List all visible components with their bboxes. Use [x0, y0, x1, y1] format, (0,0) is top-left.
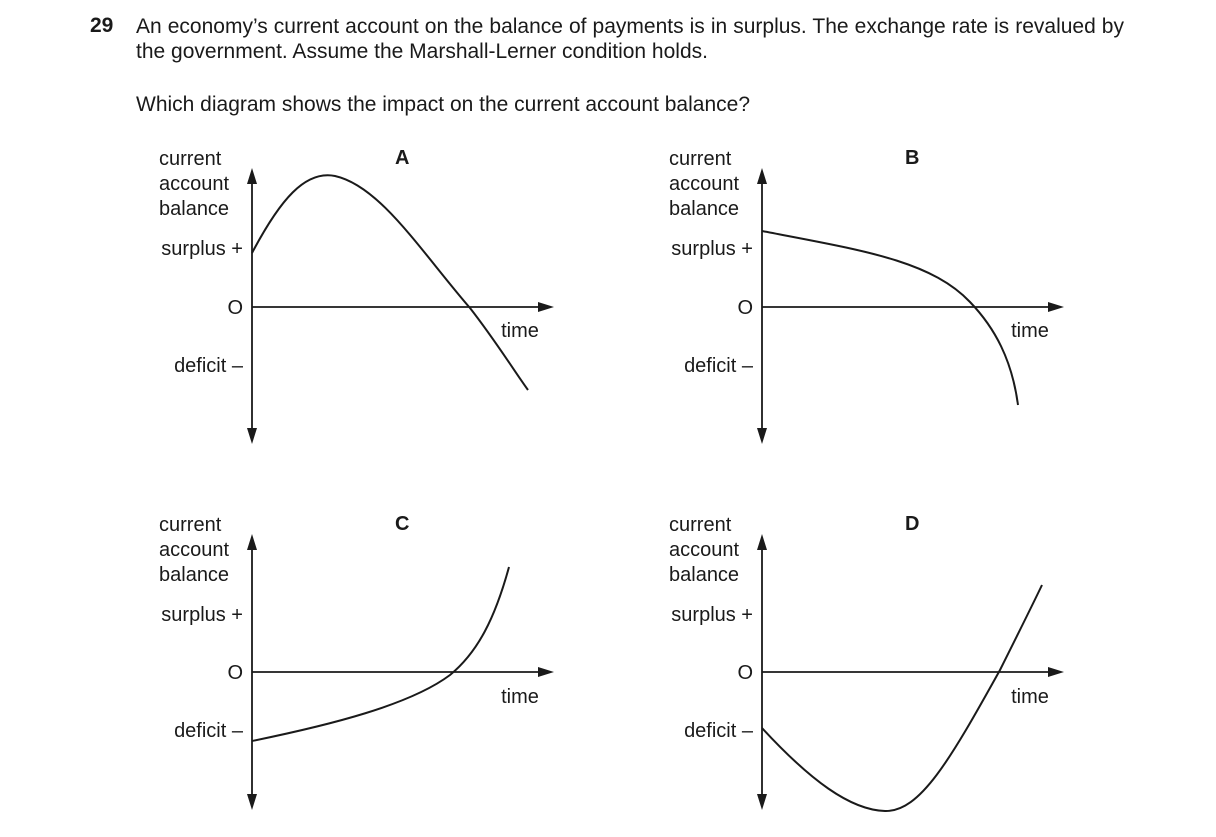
x-axis-arrow — [1048, 667, 1064, 677]
curve-b — [762, 231, 1018, 405]
question-number: 29 — [90, 14, 114, 37]
y-axis-arrow-up — [247, 534, 257, 550]
option-letter-a: A — [395, 147, 410, 169]
y-axis-label-line2: account — [159, 539, 230, 561]
origin-label: O — [737, 297, 753, 319]
y-axis-label-line1: current — [669, 148, 732, 170]
origin-label: O — [737, 662, 753, 684]
option-letter-c: C — [395, 513, 410, 535]
y-axis-arrow-up — [757, 534, 767, 550]
y-axis-label-line1: current — [669, 514, 732, 536]
curve-c — [252, 567, 509, 741]
curve-a — [252, 175, 528, 390]
x-axis-arrow — [538, 667, 554, 677]
curve-d — [762, 585, 1042, 811]
y-axis-arrow-up — [757, 168, 767, 184]
y-axis-label-line3: balance — [669, 564, 740, 586]
deficit-label: deficit – — [174, 355, 243, 377]
question-prompt: Which diagram shows the impact on the current account balance? — [136, 93, 750, 116]
surplus-label: surplus + — [671, 604, 753, 626]
y-axis-label-line1: current — [159, 514, 222, 536]
surplus-label: surplus + — [671, 238, 753, 260]
question-stem: An economy’s current account on the balance of payments is in surplus. The exchange rate is revalued by the government. Assume the Marshall-Lerner condition holds. — [136, 15, 1124, 63]
y-axis-label-line2: account — [669, 539, 740, 561]
deficit-label: deficit – — [684, 720, 753, 742]
deficit-label: deficit – — [174, 720, 243, 742]
y-axis-arrow-down — [757, 428, 767, 444]
y-axis-label-line1: current — [159, 148, 222, 170]
x-axis-label: time — [1011, 686, 1049, 708]
option-letter-d: D — [905, 513, 920, 535]
diagram-c[interactable] — [159, 513, 554, 810]
x-axis-label: time — [501, 320, 539, 342]
diagram-d[interactable] — [669, 513, 1064, 811]
y-axis-label-line2: account — [669, 173, 740, 195]
y-axis-label-line3: balance — [669, 198, 740, 220]
surplus-label: surplus + — [161, 604, 243, 626]
x-axis-label: time — [501, 686, 539, 708]
origin-label: O — [227, 297, 243, 319]
y-axis-arrow-down — [247, 428, 257, 444]
diagram-a[interactable] — [159, 147, 554, 444]
x-axis-arrow — [538, 302, 554, 312]
y-axis-arrow-down — [247, 794, 257, 810]
y-axis-label-line2: account — [159, 173, 230, 195]
origin-label: O — [227, 662, 243, 684]
y-axis-label-line3: balance — [159, 198, 230, 220]
y-axis-arrow-down — [757, 794, 767, 810]
deficit-label: deficit – — [684, 355, 753, 377]
y-axis-label-line3: balance — [159, 564, 230, 586]
x-axis-arrow — [1048, 302, 1064, 312]
y-axis-arrow-up — [247, 168, 257, 184]
diagram-b[interactable] — [669, 147, 1064, 444]
x-axis-label: time — [1011, 320, 1049, 342]
option-letter-b: B — [905, 147, 920, 169]
surplus-label: surplus + — [161, 238, 243, 260]
